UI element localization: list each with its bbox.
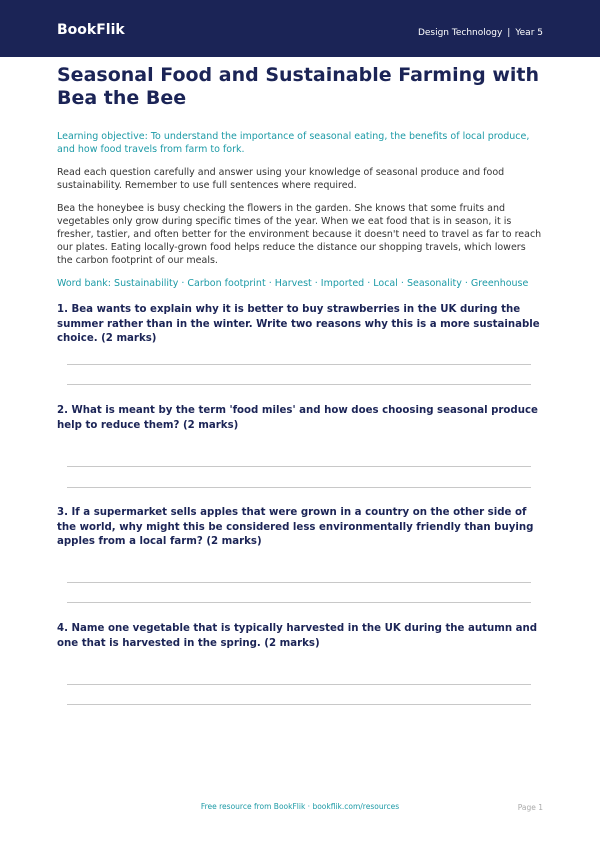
answer-line[interactable] [67,487,531,488]
question-2 [57,404,545,433]
question-1 [57,303,545,347]
answer-line[interactable] [67,602,531,603]
answer-line[interactable] [67,364,531,365]
intro-text: Bea the honeybee is busy checking the flowers in the garden. She knows that some fruits and vegetables only grow during specific times of the year. When we eat food that is in season, it is fresher, tastier, and often better for the environment because it doesn't need to travel as far to reach our plates. Eating locally-grown food helps reduce the distance our shopping travels, which lowers the carbon footprint of our meals. [57,203,542,266]
learning-objective: Learning objective: To understand the importance of seasonal eating, the benefits of local produce, and how food travels from farm to fork. [57,131,530,155]
page-header [0,0,600,57]
instructions-text: Read each question carefully and answer using your knowledge of seasonal produce and food sustainability. Remember to use full sentences where required. [57,167,505,191]
answer-line[interactable] [67,466,531,467]
question-3 [57,506,545,550]
answer-line[interactable] [67,704,531,705]
footer-credit[interactable]: Free resource from BookFlik · bookflik.com/resources [200,802,400,811]
question-text: 3. If a supermarket sells apples that were grown in a country on the other side of the world, why might this be considered less environmentally friendly than buying apples from a local farm? (2 marks) [57,507,534,547]
answer-line[interactable] [67,684,531,685]
page-title: Seasonal Food and Sustainable Farming with Bea the Bee [57,64,540,109]
brand-logo[interactable]: BookFlik [57,22,125,38]
page-number: Page 1 [517,803,543,812]
year-label: Year 5 [515,28,543,38]
subject-label: Design Technology [417,28,503,38]
question-4 [57,622,545,651]
header-meta [418,27,543,39]
question-text: 4. Name one vegetable that is typically harvested in the UK during the autumn and one that is harvested in the spring. (2 marks) [57,623,538,649]
question-text: 1. Bea wants to explain why it is better to buy strawberries in the UK during the summer rather than in the winter. Write two reasons why this is a more sustainable choice. (2 marks) [57,304,540,344]
worksheet-intro [57,64,543,290]
word-bank: Word bank: Sustainability · Carbon footprint · Harvest · Imported · Local · Seasonality · Greenhouse [57,278,529,289]
question-text: 2. What is meant by the term 'food miles' and how does choosing seasonal produce help to reduce them? (2 marks) [57,405,538,431]
answer-line[interactable] [67,384,531,385]
answer-line[interactable] [67,582,531,583]
header-separator: | [507,28,511,38]
